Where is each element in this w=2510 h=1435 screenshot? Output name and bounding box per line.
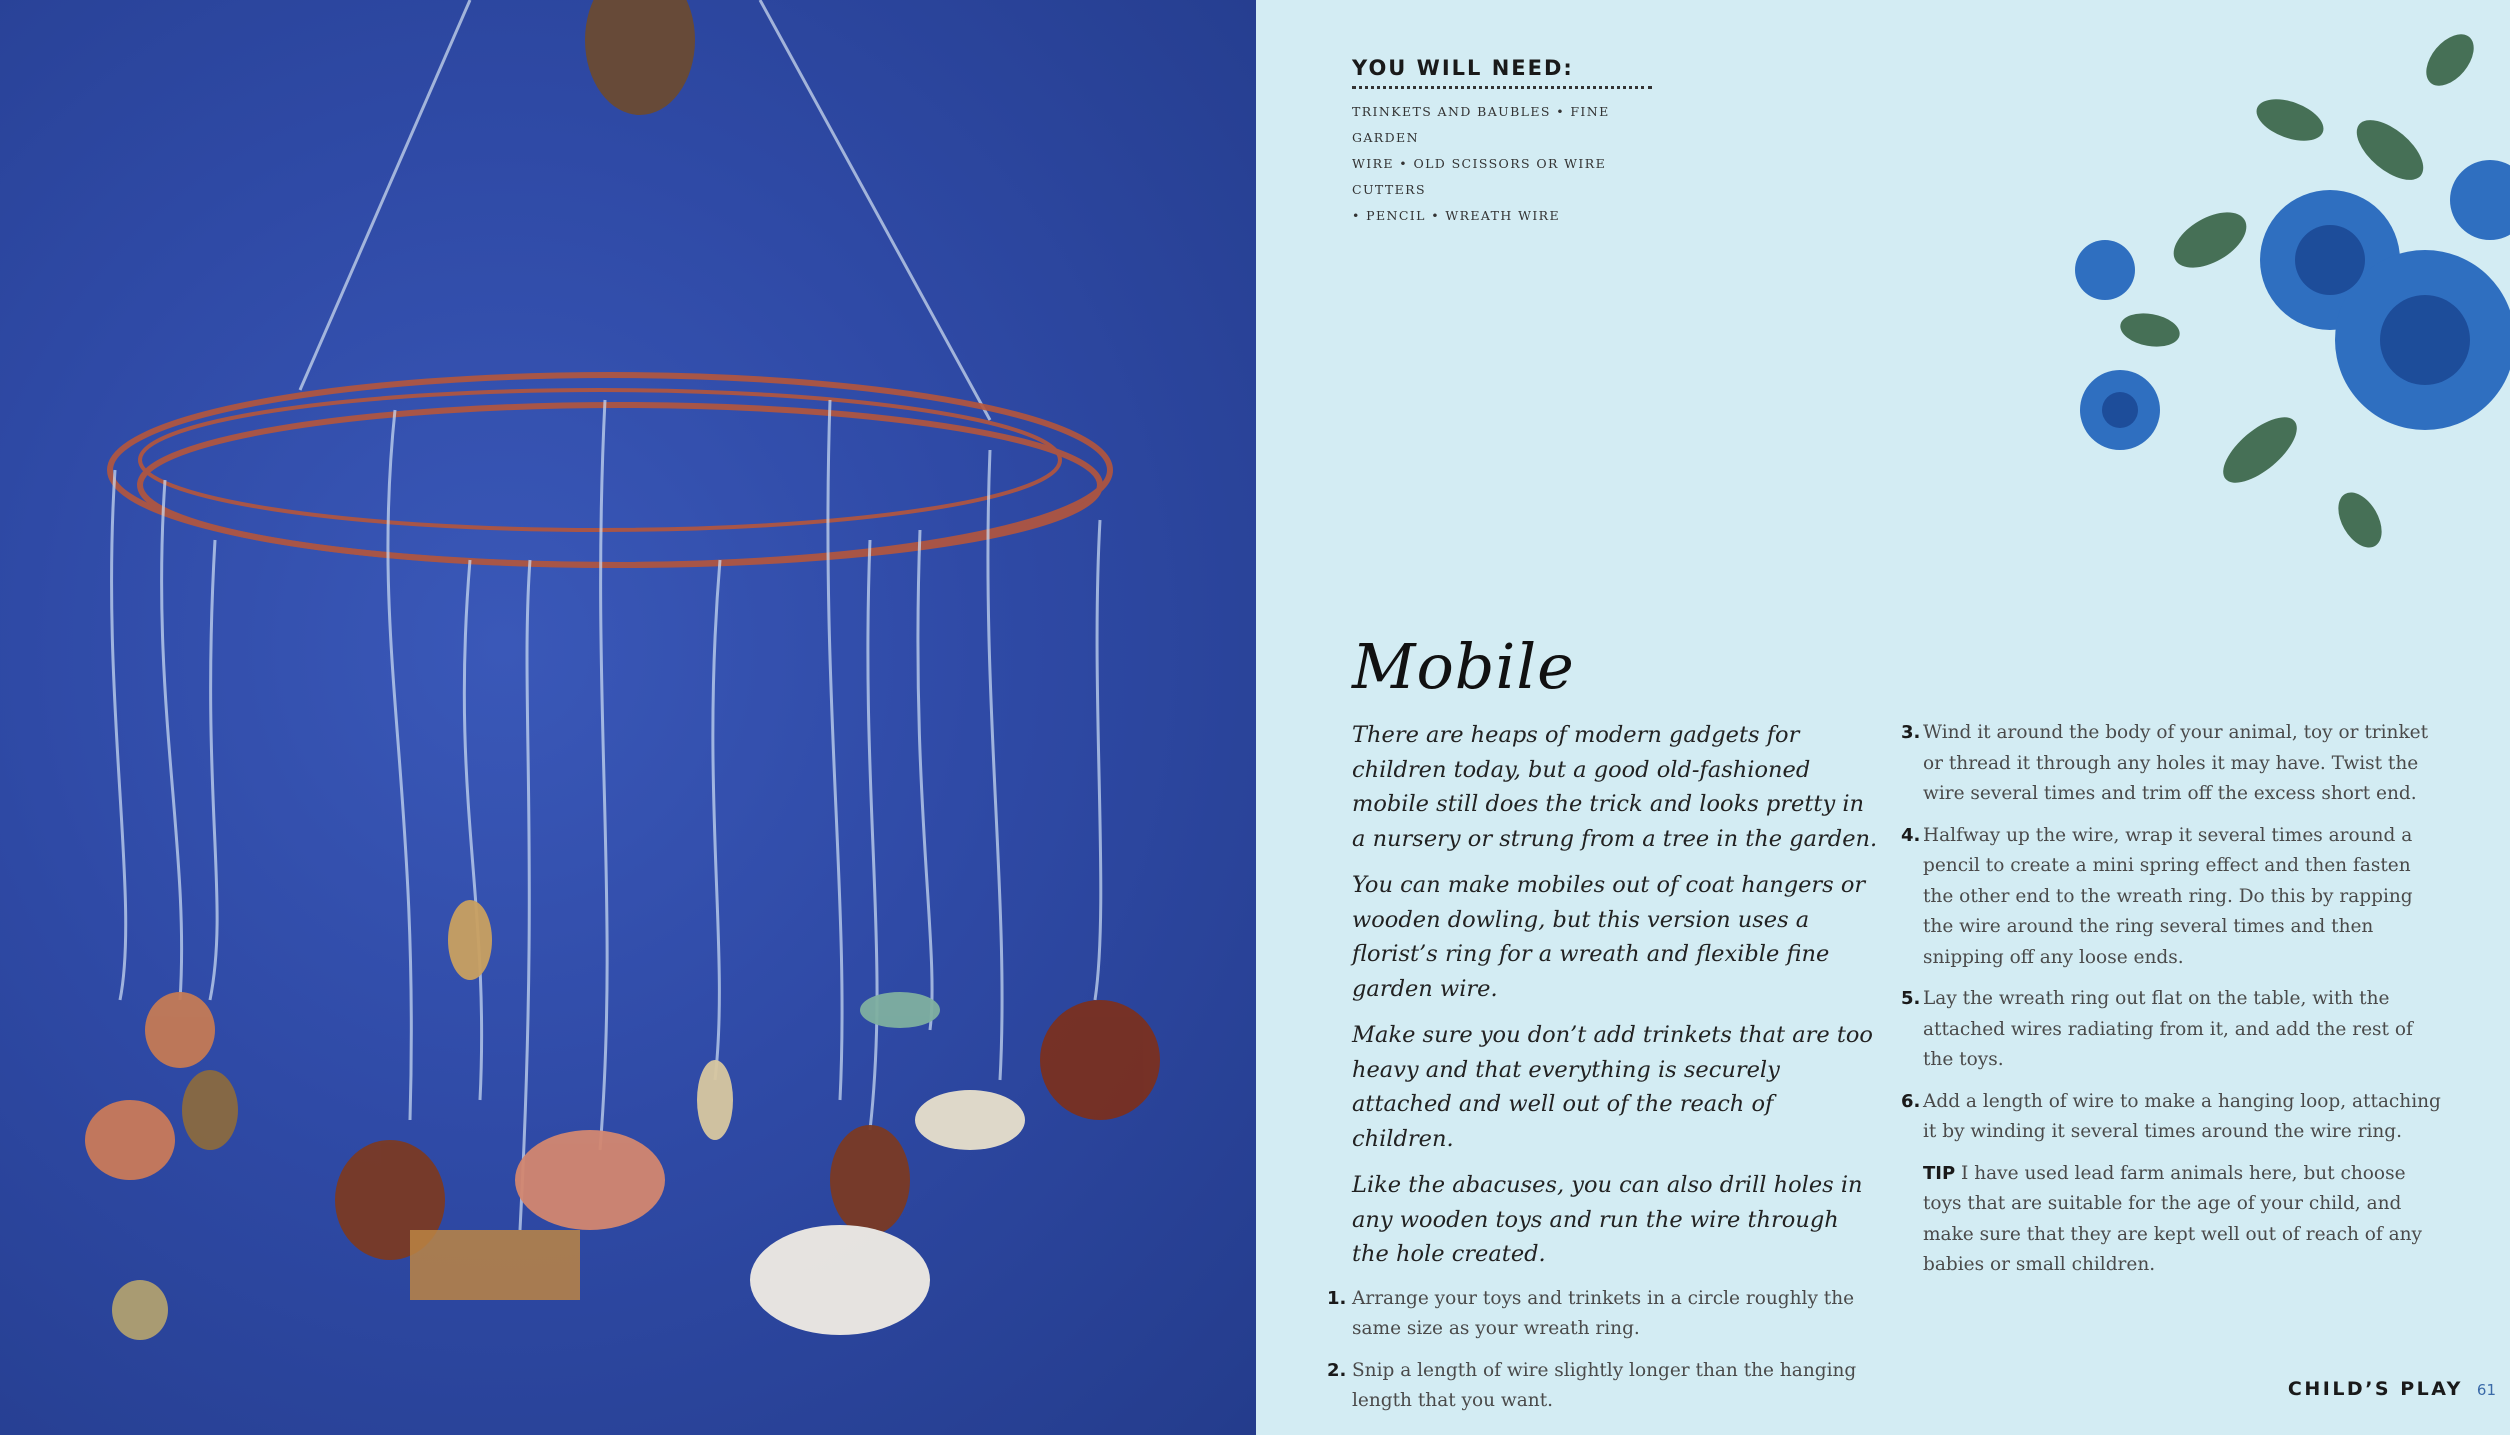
section-name: CHILD’S PLAY xyxy=(2287,1378,2463,1400)
step-text: Lay the wreath ring out flat on the table, with the attached wires radiating from it, and add the rest of the toys. xyxy=(1923,988,2413,1070)
materials-list xyxy=(1352,99,1652,229)
intro-paragraph: Make sure you don’t add trinkets that are too heavy and that everything is securely attached and well out of the reach of children. xyxy=(1352,1022,1873,1152)
page-number: 61 xyxy=(2476,1381,2496,1399)
step-number: 6. xyxy=(1901,1090,1921,1112)
tip-paragraph xyxy=(1901,1159,2446,1281)
step-4 xyxy=(1901,821,2446,974)
step-5 xyxy=(1901,984,2446,1076)
materials-line: WIRE • OLD SCISSORS OR WIRE CUTTERS xyxy=(1352,156,1607,197)
step-3 xyxy=(1901,718,2446,810)
tip-text: I have used lead farm animals here, but choose toys that are suitable for the age of your child, and make sure that they are kept well out of reach of any babies or small children. xyxy=(1923,1162,2423,1275)
you-will-need-heading: YOU WILL NEED: xyxy=(1352,56,1652,89)
toy-animals xyxy=(85,900,1160,1340)
step-2 xyxy=(1328,1356,1882,1417)
step-number: 3. xyxy=(1901,722,1921,743)
you-will-need-box xyxy=(1352,56,1652,229)
intro-paragraph: You can make mobiles out of coat hangers or wooden dowling, but this version uses a florist’s ring for a wreath and flexible fine garden wire. xyxy=(1352,872,1866,1002)
step-1 xyxy=(1328,1284,1882,1345)
hanging-knot xyxy=(585,0,695,115)
step-number: 4. xyxy=(1901,824,1921,846)
rose-decoration xyxy=(2030,0,2510,640)
step-number: 5. xyxy=(1901,988,1921,1009)
step-text: Add a length of wire to make a hanging loop, attaching it by winding it several times around the wire ring. xyxy=(1923,1090,2441,1142)
right-column xyxy=(1901,718,2446,1281)
step-number: 1. xyxy=(1327,1287,1347,1309)
intro-paragraph: Like the abacuses, you can also drill holes in any wooden toys and run the wire through the hole created. xyxy=(1352,1172,1863,1267)
step-text: Arrange your toys and trinkets in a circle roughly the same size as your wreath ring. xyxy=(1352,1287,1855,1339)
step-text: Wind it around the body of your animal, toy or trinket or thread it through any holes it may have. Twist the wire several times and trim off the excess short end. xyxy=(1923,722,2429,804)
step-number: 2. xyxy=(1327,1359,1347,1381)
tip-label: TIP xyxy=(1923,1162,1956,1184)
materials-line: • PENCIL • WREATH WIRE xyxy=(1352,208,1561,223)
step-text: Halfway up the wire, wrap it several times around a pencil to create a mini spring effect and then fasten the other end to the wreath ring. Do this by rapping the wire around the ring several times and then snipping off any loose ends. xyxy=(1923,824,2413,968)
step-6 xyxy=(1901,1087,2446,1148)
left-column xyxy=(1327,718,1882,1428)
step-text: Snip a length of wire slightly longer than the hanging length that you want. xyxy=(1352,1359,1857,1411)
intro-paragraph: There are heaps of modern gadgets for children today, but a good old-fashioned mobile still does the trick and looks pretty in a nursery or strung from a tree in the garden. xyxy=(1352,722,1878,852)
project-title: Mobile xyxy=(1352,630,1575,703)
materials-line: TRINKETS AND BAUBLES • FINE GARDEN xyxy=(1352,104,1610,145)
instruction-page xyxy=(1256,0,2510,1435)
wreath-ring xyxy=(110,375,1110,565)
page-footer xyxy=(2288,1378,2496,1400)
